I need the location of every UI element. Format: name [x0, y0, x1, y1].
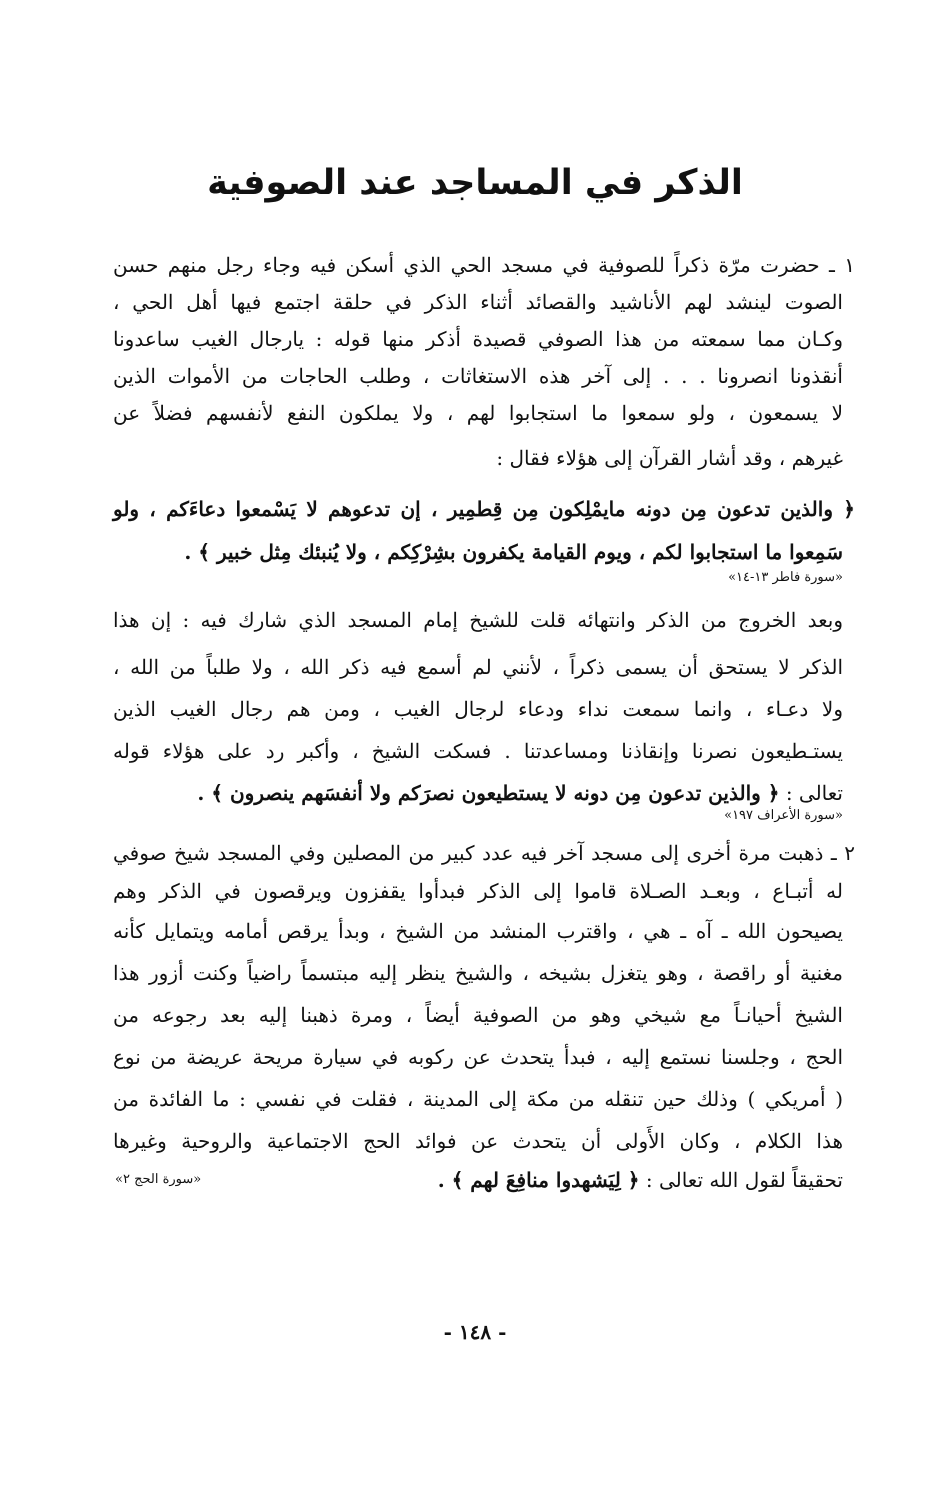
section2-line: يصيحون الله ـ آه ـ هي ، واقترب المنشد من الشيخ ، وبدأ يرقص أمامه ويتمايل كأنه	[113, 919, 843, 943]
quran-verse-line: سَمِعوا ما استجابوا لكم ، ويوم القيامة يكفرون بشِرْكِكم ، ولا يُنبئك مِثل خبير ﴾ .	[184, 540, 843, 564]
section2-line: ( أمريكي ) وذلك حين تنقله من مكة إلى المدينة ، فقلت في نفسي : ما الفائدة من	[113, 1087, 843, 1111]
verse-citation: «سورة الحج ٢»	[115, 1172, 202, 1187]
section2-line: هذا الكلام ، وكان الأَولى أن يتحدث عن فوائد الحج الاجتماعية والروحية وغيرها	[113, 1129, 843, 1153]
page-title: الذكر في المساجد عند الصوفية	[207, 163, 743, 203]
section1-line: غيرهم ، وقد أشار القرآن إلى هؤلاء فقال :	[496, 446, 843, 470]
section1-line: الصوت لينشد لهم الأناشيد والقصائد أثناء الذكر في حلقة اجتمع فيها أهل الحي ،	[113, 290, 843, 314]
section1-line: لا يسمعون ، ولو سمعوا ما استجابوا لهم ، ولا يملكون النفع لأنفسهم فضلاً عن	[113, 401, 843, 425]
section1-line: يستـطيعون نصرنا وإنقاذنا ومساعدتنا . فسكت الشيخ ، وأكبر رد على هؤلاء قوله	[113, 739, 843, 763]
text-prefix: تعالى :	[779, 781, 843, 805]
quran-verse-inline: ﴿ لِيَشهدوا منافِعَ لهم ﴾ .	[437, 1168, 640, 1192]
section2-line: ٢ ـ ذهبت مرة أخرى إلى مسجد آخر فيه عدد كبير من المصلين وفي المسجد شيخ صوفي	[113, 841, 855, 865]
section1-line: وكـان مما سمعته من هذا الصوفي قصيدة أذكر منها قوله : يارجال الغيب ساعدونا	[113, 327, 843, 351]
section2-line: مغنية أو راقصة ، وهو يتغزل بشيخه ، والشيخ ينظر إليه مبتسماً راضياً وكنت أزور هذا	[113, 961, 843, 985]
verse-citation: «سورة فاطر ١٣-١٤»	[728, 570, 843, 585]
section1-line: أنقذونا انصرونا . . . إلى آخر هذه الاستغاثات ، وطلب الحاجات من الأموات الذين	[113, 364, 843, 388]
section2-line: الحج ، وجلسنا نستمع إليه ، فبدأ يتحدث عن ركوبه في سيارة مريحة عريضة من نوع	[113, 1045, 843, 1069]
section1-line: وبعد الخروج من الذكر وانتهائه قلت للشيخ إمام المسجد الذي شارك فيه : إن هذا	[113, 608, 843, 632]
quran-verse-line: ﴿ والذين تدعون مِن دونه مايمْلِكون مِن قِطمِير ، إن تدعوهم لا يَسْمعوا دعاءَكم ، ولو	[113, 497, 855, 521]
section2-line: الشيخ أحيانـاً مع شيخي وهو من الصوفية أيضاً ، ومرة ذهبنا إليه بعد رجوعه من	[113, 1003, 843, 1027]
text-prefix: تحقيقاً لقول الله تعالى :	[639, 1168, 843, 1192]
section1-line: ولا دعـاء ، وانما سمعت نداء ودعاء لرجال الغيب ، ومن هم رجال الغيب الذين	[113, 697, 843, 721]
verse-citation: «سورة الأعراف ١٩٧»	[724, 808, 843, 823]
page-number: - ١٤٨ -	[443, 1320, 507, 1344]
section2-last-line	[283, 1165, 843, 1195]
section1-last-line	[113, 778, 843, 808]
quran-verse-inline: ﴿ والذين تدعون مِن دونه لا يستطيعون نصرَكم ولا أنفسَهم ينصرون ﴾ .	[197, 781, 780, 805]
section2-line: له أتبـاع ، وبعـد الصـلاة قاموا إلى الذكر فبدأوا يقفزون ويرقصون في الذكر وهم	[113, 879, 844, 903]
section1-line: ١ ـ حضرت مرّة ذكراً للصوفية في مسجد الحي الذي أسكن فيه وجاء رجل منهم حسن	[113, 253, 855, 277]
section1-line: الذكر لا يستحق أن يسمى ذكراً ، لأنني لم أسمع فيه ذكر الله ، ولا طلباً من الله ،	[113, 655, 843, 679]
